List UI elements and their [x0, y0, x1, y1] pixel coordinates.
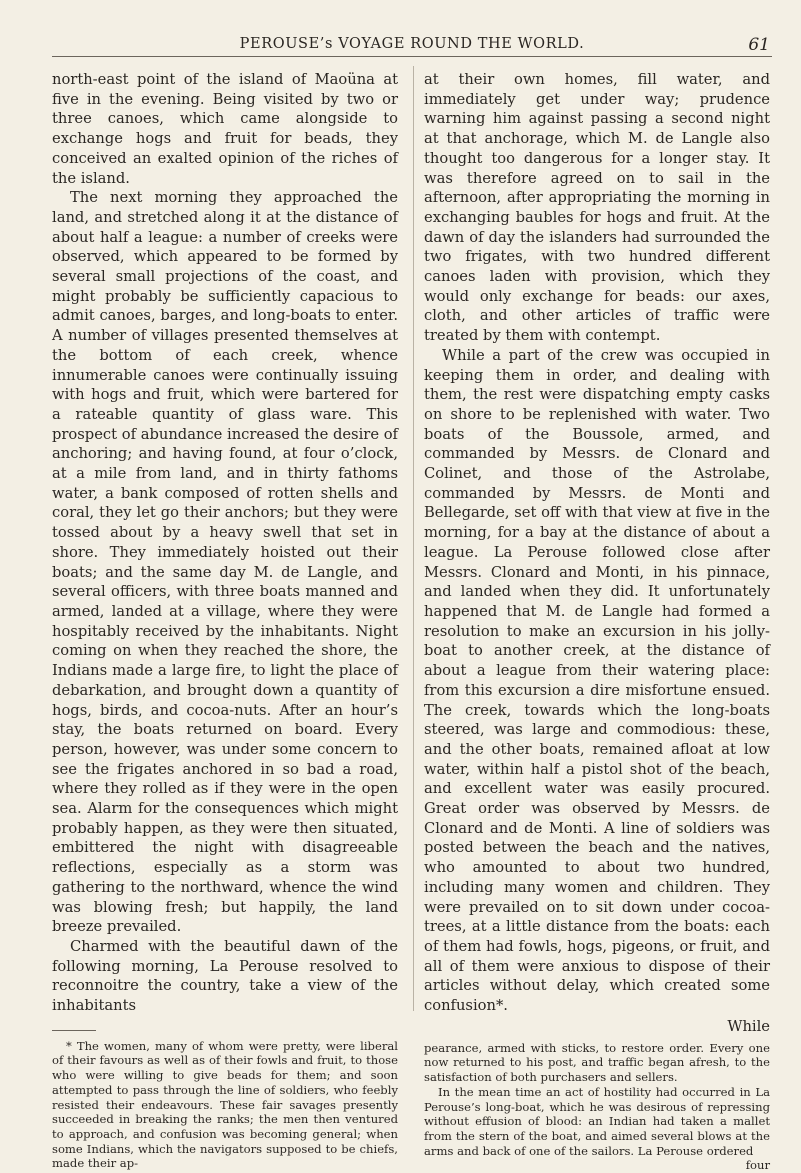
footnote-separator — [52, 1030, 96, 1031]
page-header — [52, 36, 772, 57]
right-body-text — [424, 70, 770, 1016]
footnote-text: * The women, many of whom were pretty, were liberal of their favours as well as of their fowls and fruit, to those who were willing to give beads for them; and soon attempted to pass through the line of soldiers, who feebly resisted their endeavours. These fair savages presently succeeded in breaking the ranks; the men then ventured to approach, and confusion was becoming general; when some Indians, which the navigators supposed to be chiefs, made their ap- — [52, 1038, 398, 1171]
column-rule — [413, 66, 414, 1011]
running-title: PEROUSE’s VOYAGE ROUND THE WORLD. — [239, 36, 585, 52]
left-body-text — [52, 70, 398, 1016]
page-number: 61 — [748, 35, 770, 55]
paragraph: north-east point of the island of Maoüna at five in the evening. Being visited by two or three canoes, which came alongside to exchange hogs and fruit for beads, they conceived an exalted opinion of the riches of the island. — [52, 71, 398, 187]
catchword: While — [727, 1017, 770, 1035]
footnote — [52, 1039, 398, 1171]
left-column — [52, 70, 398, 1171]
paragraph: at their own homes, fill water, and immediately get under way; prudence warning him against passing a second night at that anchorage, which M. de Langle also thought too dangerous for a longer stay. It was therefore agreed on to sail in the afternoon, after appropriating the morning in exchanging baubles for hogs and fruit. At the dawn of day the islanders had surrounded the two frigates, with two hundred different canoes laden with provision, which they would only exchange for beads: our axes, cloth, and other articles of traffic were treated by them with contempt. — [424, 71, 770, 345]
footnote-text: In the mean time an act of hostility had occurred in La Perouse’s long-boat, which he was desirous of repressing without effusion of blood: an Indian had taken a mallet from the stern of the boat, and aimed several blows at the arms and back of one of the sailors. La Perouse ordered — [424, 1084, 770, 1158]
footnote-catchword: four — [745, 1158, 770, 1173]
right-column — [424, 70, 770, 1173]
paragraph: While a part of the crew was occupied in keeping them in order, and dealing with them, the rest were dispatching empty casks on shore to be replenished with water. Two boats of the Boussole, armed, and commanded by Messrs. de Clonard and Colinet, and those of the Astrolabe, commanded by Messrs. de Monti and Bellegarde, set off with that view at five in the morning, for a bay at the distance of about a league. La Perouse followed close after Messrs. Clonard and Monti, in his pinnace, and landed when they did. It unfortunately happened that M. de Langle had formed a resolution to make an excursion in his jolly-boat to another creek, at the distance of about a league from their watering place: from this excursion a dire misfortune ensued. The creek, towards which the long-boats steered, was large and commodious: these, and the other boats, remained afloat at low water, within half a pistol shot of the beach, and excellent water was easily procured. Great order was observed by Messrs. de Clonard and de Monti. A line of soldiers was posted between the beach and the natives, who amounted to about two hundred, including many women and children. They were prevailed on to sit down under cocoa-trees, at a little distance from the boats: each of them had fowls, hogs, pigeons, or fruit, and all of them were anxious to dispose of their articles without delay, which created some confusion*. — [424, 346, 770, 1015]
footnote-continued — [424, 1041, 770, 1159]
paragraph: The next morning they approached the land, and stretched along it at the distance of about half a league: a number of creeks were observed, which appeared to be formed by several small projections of the coast, and might probably be sufficiently capacious to admit canoes, barges, and long-boats to enter. A number of villages presented themselves at the bottom of each creek, whence innumerable canoes were continually issuing with hogs and fruit, which were bartered for a rateable quantity of glass ware. This prospect of abundance increased the desire of anchoring; and having found, at four o’clock, at a mile from land, and in thirty fathoms water, a bank composed of rotten shells and coral, they let go their anchors; but they were tossed about by a heavy swell that set in shore. They immediately hoisted out their boats; and the same day M. de Langle, and several officers, with three boats manned and armed, landed at a village, where they were hospitably received by the inhabitants. Night coming on when they reached the shore, the Indians made a large fire, to light the place of debarkation, and brought down a quantity of hogs, birds, and cocoa-nuts. After an hour’s stay, the boats returned on board. Every person, however, was under some concern to see the frigates anchored in so bad a road, where they rolled as if they were in the open sea. Alarm for the consequences which might probably happen, as they were then situated, embittered the night with disagreeable reflections, especially as a storm was gathering to the northward, whence the wind was blowing fresh; but happily, the land breeze prevailed. — [52, 189, 398, 936]
footnote-text: pearance, armed with sticks, to restore order. Every one now returned to his post, and traffic began afresh, to the satisfaction of both purchasers and sellers. — [424, 1040, 770, 1085]
paragraph: Charmed with the beautiful dawn of the following morning, La Perouse resolved to reconnoitre the country, take a view of the inhabitants — [52, 937, 398, 1015]
